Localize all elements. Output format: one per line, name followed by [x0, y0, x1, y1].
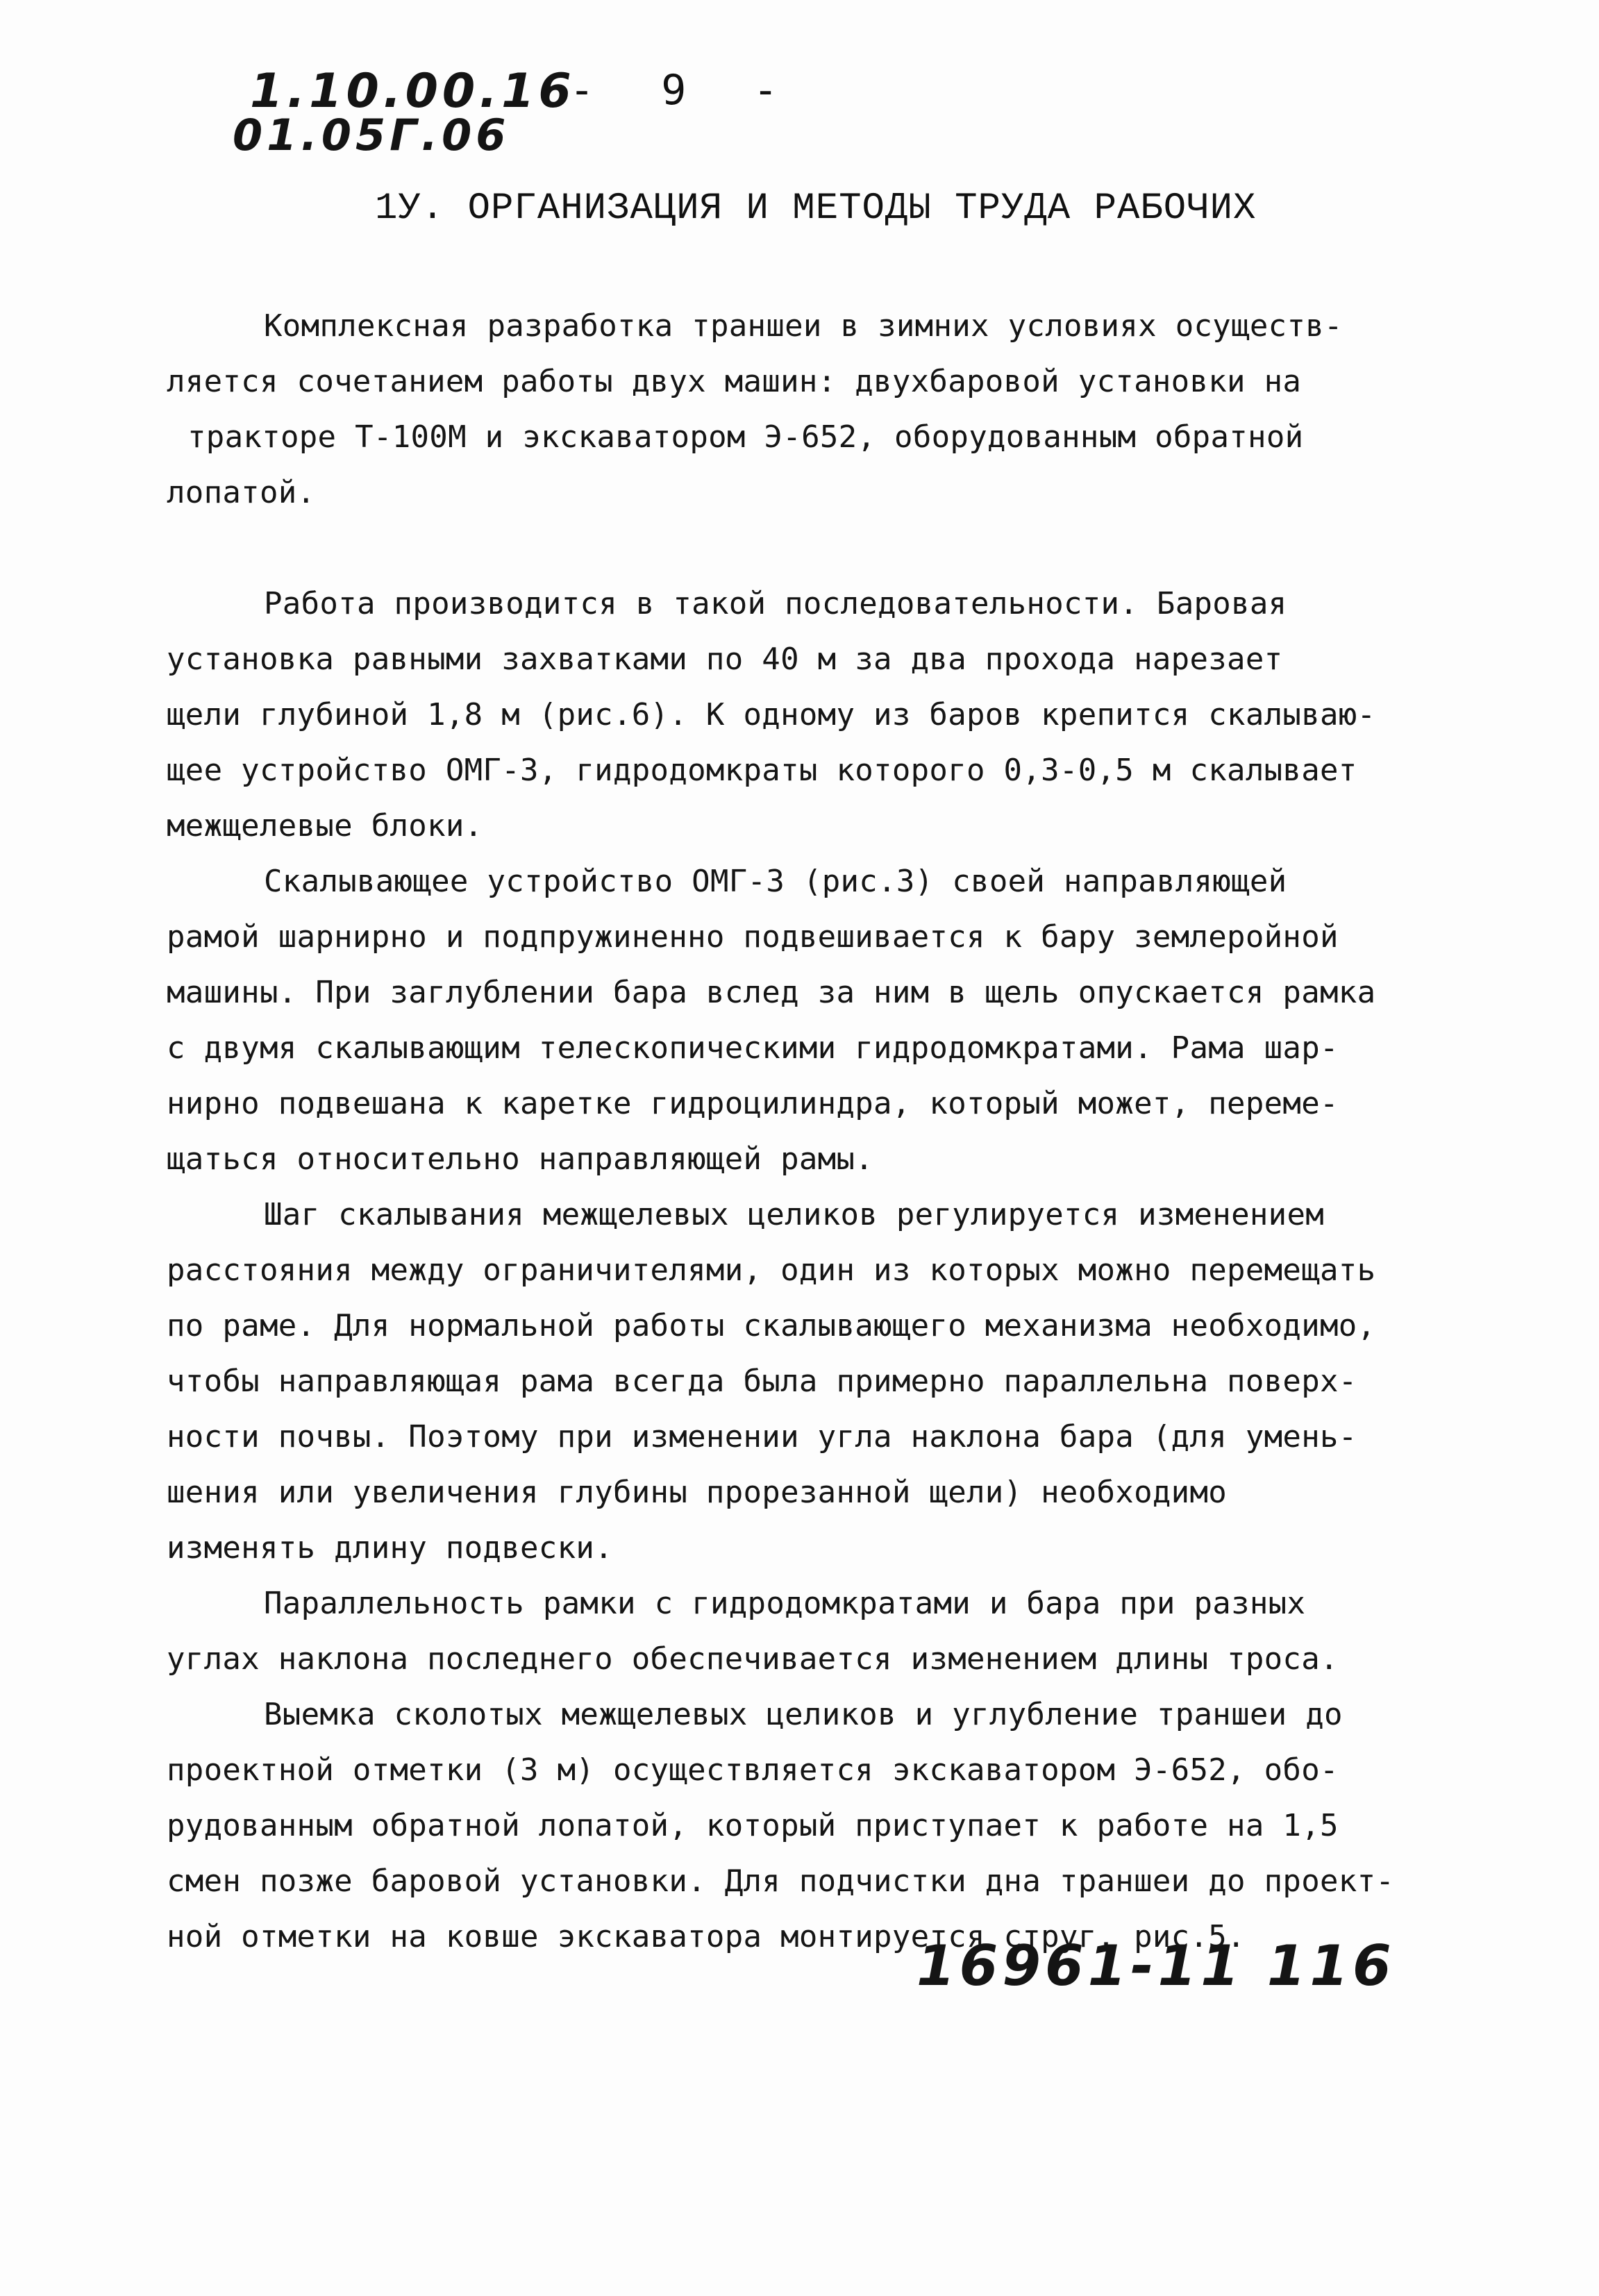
text-line: нирно подвешана к каретке гидроцилиндра, который может, переме- [167, 1086, 1339, 1121]
text-line: лопатой. [167, 475, 316, 510]
text-line: шения или увеличения глубины прорезанной щели) необходимо [167, 1475, 1228, 1510]
text-line: Шаг скалывания межщелевых целиков регулируется изменением [264, 1197, 1325, 1232]
text-line: ной отметки на ковше экскаватора монтируется струг, рис.5. [167, 1919, 1246, 1954]
text-line: изменять длину подвески. [167, 1530, 613, 1566]
paragraph-gap [167, 521, 1472, 576]
text-line: чтобы направляющая рама всегда была примерно параллельна поверх- [167, 1364, 1357, 1399]
handwritten-number: 16961-11 116 [916, 1934, 1396, 1998]
text-line: ности почвы. Поэтому при изменении угла наклона бара (для умень- [167, 1419, 1357, 1455]
text-line: межщелевые блоки. [167, 808, 483, 844]
text-line: ляется сочетанием работы двух машин: двухбаровой установки на [167, 364, 1302, 399]
text-line: по раме. Для нормальной работы скалывающего механизма необходимо, [167, 1308, 1376, 1343]
text-line: щаться относительно направляющей рамы. [167, 1141, 874, 1177]
section-heading: 1У. ОРГАНИЗАЦИЯ И МЕТОДЫ ТРУДА РАБОЧИХ [375, 187, 1257, 230]
text-line: рамой шарнирно и подпружиненно подвешивается к бару землеройной [167, 919, 1339, 955]
text-line: с двумя скалывающим телескопическими гидродомкратами. Рама шар- [167, 1030, 1339, 1066]
archive-code-line1: 1.10.00.16 [250, 64, 576, 119]
body-text [167, 299, 1472, 1965]
archive-code-line2: 01.05Г.06 [233, 110, 510, 160]
page-number: - 9 - [569, 66, 799, 115]
text-line: Работа производится в такой последовательности. Баровая [264, 586, 1287, 621]
text-line: проектной отметки (3 м) осуществляется экскаватором Э-652, обо- [167, 1752, 1339, 1788]
text-line: расстояния между ограничителями, один из которых можно перемещать [167, 1252, 1376, 1288]
text-line: Скалывающее устройство ОМГ-3 (рис.3) своей направляющей [264, 864, 1287, 899]
text-line: углах наклона последнего обеспечивается изменением длины троса. [167, 1641, 1339, 1677]
text-line: Выемка сколотых межщелевых целиков и углубление траншеи до [264, 1697, 1343, 1732]
text-line: Параллельность рамки с гидродомкратами и бара при разных [264, 1586, 1306, 1621]
text-line: установка равными захватками по 40 м за два прохода нарезает [167, 642, 1283, 677]
text-line: машины. При заглублении бара вслед за ним в щель опускается рамка [167, 975, 1376, 1010]
text-line: тракторе Т-100М и экскаватором Э-652, оборудованным обратной [187, 419, 1304, 455]
text-line: щели глубиной 1,8 м (рис.6). К одному из баров крепится скалываю- [167, 697, 1376, 732]
text-line: смен позже баровой установки. Для подчистки дна траншеи до проект- [167, 1863, 1395, 1899]
text-line: рудованным обратной лопатой, который приступает к работе на 1,5 [167, 1808, 1339, 1843]
text-line: щее устройство ОМГ-3, гидродомкраты которого 0,3-0,5 м скалывает [167, 753, 1357, 788]
text-line: Комплексная разработка траншеи в зимних условиях осуществ- [264, 308, 1343, 344]
